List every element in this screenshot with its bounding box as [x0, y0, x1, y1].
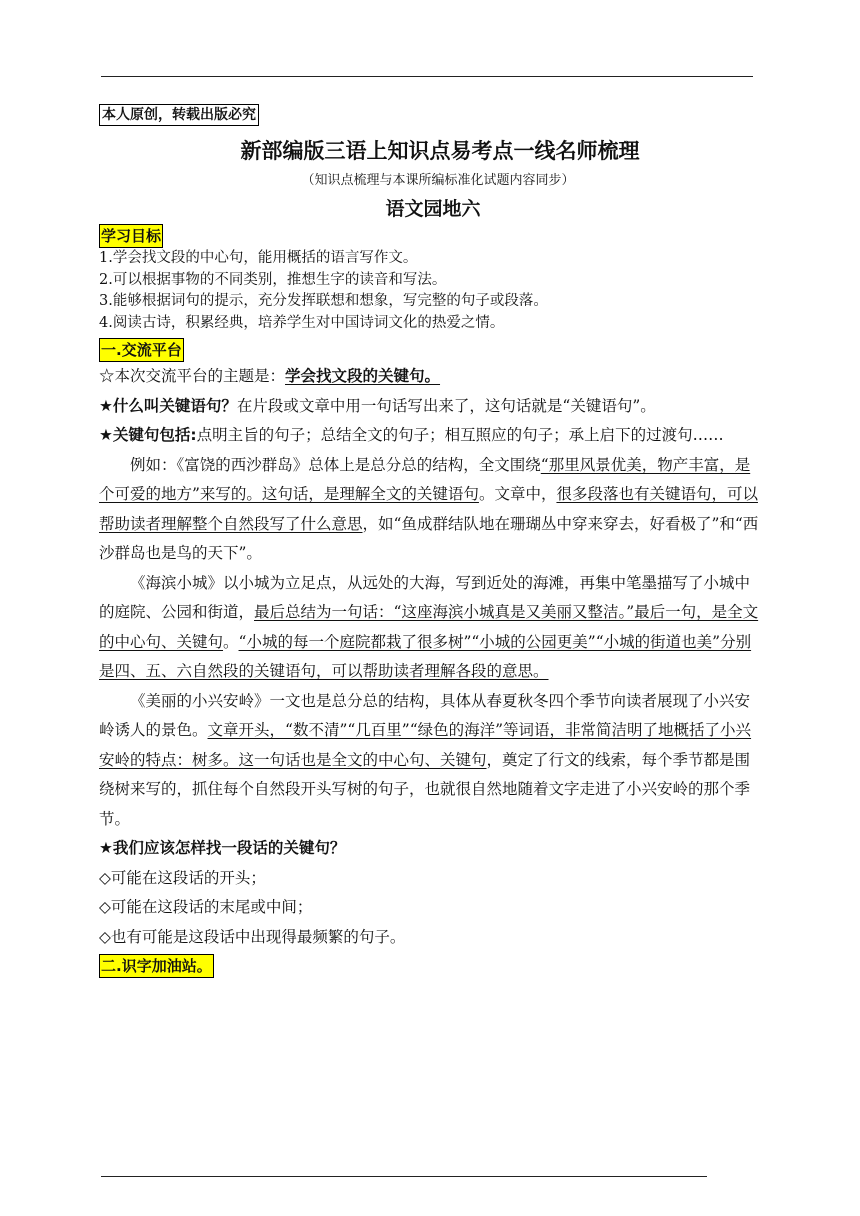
tip-item: ◇可能在这段话的开头；	[99, 868, 266, 887]
goal-item: 2.可以根据事物的不同类别，推想生字的读音和写法。	[99, 271, 447, 288]
question-label: ★什么叫关键语句？	[99, 396, 237, 415]
section-literacy	[99, 954, 761, 978]
includes-line: ★关键句包括:点明主旨的句子；总结全文的句子；相互照应的句子；承上启下的过渡句……	[99, 426, 724, 444]
section-exchange-body	[99, 362, 761, 952]
section-exchange	[99, 338, 761, 952]
theme-text: 学会找文段的关键句。	[285, 367, 441, 385]
document-subtitle: （知识点梳理与本课所编标准化试题内容同步）	[301, 173, 575, 188]
theme-line: ☆本次交流平台的主题是：学会找文段的关键句。	[99, 367, 441, 385]
lesson-title: 语文园地六	[385, 198, 481, 220]
document-title: 新部编版三语上知识点易考点一线名师梳理	[240, 139, 640, 163]
footer-rule	[101, 1176, 707, 1177]
copyright-notice: 本人原创，转载出版必究	[99, 104, 259, 126]
example-paragraph: 《海滨小城》以小城为立足点，从远处的大海，写到近处的海滩，再集中笔墨描写了小城中的庭院、公园和街道，最后总结为一句话：“这座海滨小城真是又美丽又整洁。”最后一句，是全文的中心句、关键句。“小城的每一个庭院都栽了很多树”“小城的公园更美”“小城的街道也美”分别是四、五、六自然段的关键语句，可以帮助读者理解各段的意思。	[99, 573, 759, 680]
goals-list	[99, 248, 761, 334]
definition-line: ★什么叫关键语句？在片段或文章中用一句话写出来了，这句话就是“关键语句”。	[99, 396, 656, 415]
goal-item: 3.能够根据词句的提示，充分发挥联想和想象，写完整的句子或段落。	[99, 293, 548, 309]
goals-section	[99, 224, 761, 334]
goal-item: 4.阅读古诗，积累经典，培养学生对中国诗词文化的热爱之情。	[99, 314, 505, 331]
example-paragraph: 例如：《富饶的西沙群岛》总体上是总分总的结构，全文围绕“那里风景优美，物产丰富，是个可爱的地方”来写的。这句话，是理解全文的关键语句。文章中，很多段落也有关键语句，可以帮助读者理解整个自然段写了什么意思，如“鱼成群结队地在珊瑚丛中穿来穿去，好看极了”和“西沙群岛也是鸟的天下”。	[99, 455, 759, 562]
goal-item: 1.学会找文段的中心句，能用概括的语言写作文。	[99, 250, 418, 266]
section-exchange-heading: 一.交流平台	[99, 338, 184, 362]
example-paragraph: 《美丽的小兴安岭》一文也是总分总的结构，具体从春夏秋冬四个季节向读者展现了小兴安岭诱人的景色。文章开头，“数不清”“几百里”“绿色的海洋”等词语，非常简洁明了地概括了小兴安岭的特点：树多。这一句话也是全文的中心句、关键句，奠定了行文的线索，每个季节都是围绕树来写的，抓住每个自然段开头写树的句子，也就很自然地随着文字走进了小兴安岭的那个季节。	[99, 691, 752, 828]
goals-heading: 学习目标	[99, 224, 163, 248]
page-content	[99, 104, 761, 978]
question-label: ★关键句包括:	[99, 426, 197, 444]
how-to-find-heading: ★我们应该怎样找一段话的关键句？	[99, 839, 346, 857]
header-rule	[101, 76, 753, 77]
tip-item: ◇可能在这段话的末尾或中间；	[99, 898, 313, 916]
tip-item: ◇也有可能是这段话中出现得最频繁的句子。	[99, 927, 406, 946]
section-literacy-heading: 二.识字加油站。	[99, 954, 214, 978]
